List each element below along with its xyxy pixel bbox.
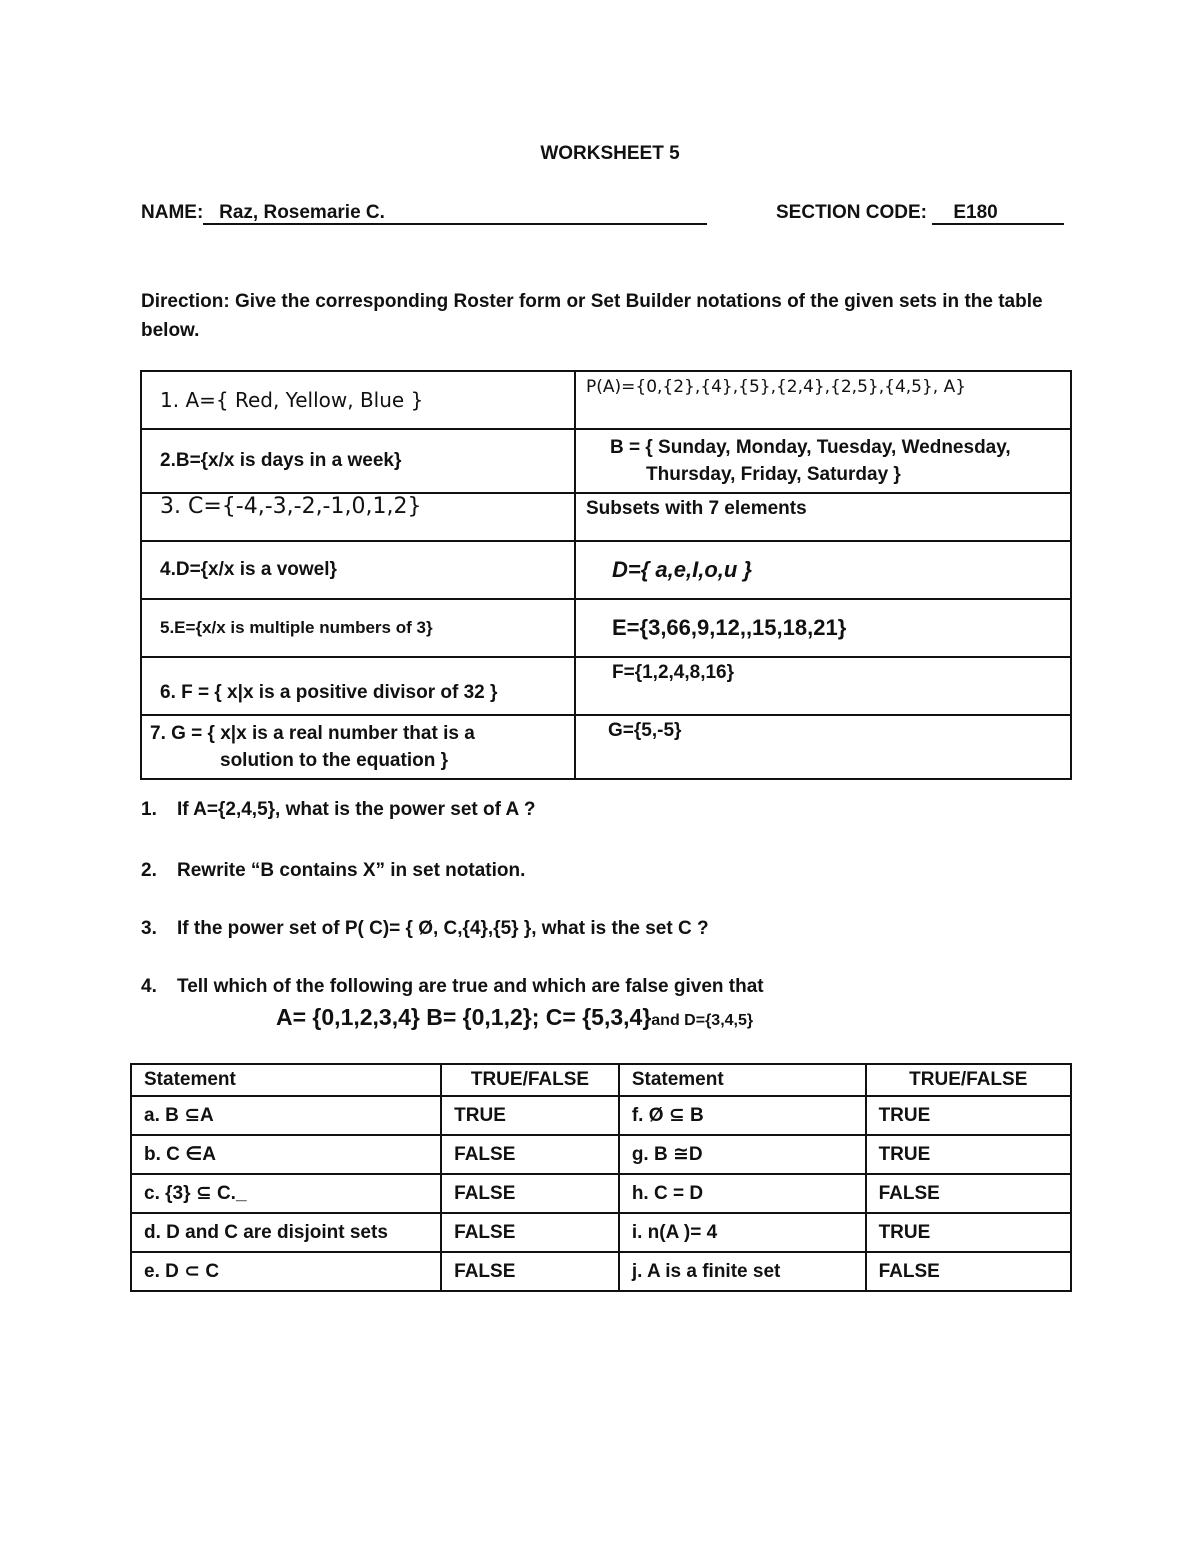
- answer-d: FALSE: [441, 1213, 619, 1252]
- table-row: [131, 1213, 1071, 1252]
- section-field: [932, 203, 1064, 225]
- table-row: [131, 1135, 1071, 1174]
- table-cell: 6. F = { x|x is a positive divisor of 32 }: [141, 657, 575, 715]
- table-cell: 4.D={x/x is a vowel}: [141, 541, 575, 599]
- answer-b: FALSE: [441, 1135, 619, 1174]
- page-title: WORKSHEET 5: [540, 143, 680, 164]
- table-cell: F={1,2,4,8,16}: [575, 657, 1071, 715]
- answer-c: FALSE: [441, 1174, 619, 1213]
- statement-f: f. Ø ⊆ B: [619, 1096, 866, 1135]
- table-cell: 5.E={x/x is multiple numbers of 3}: [141, 599, 575, 657]
- answer-f: TRUE: [866, 1096, 1071, 1135]
- table-cell: E={3,66,9,12,,15,18,21}: [575, 599, 1071, 657]
- table-row: [141, 715, 1071, 779]
- name-field: [203, 203, 707, 225]
- table-cell: 1. A={ Red, Yellow, Blue }: [141, 371, 575, 429]
- name-line: [141, 202, 707, 225]
- true-false-table: [130, 1063, 1072, 1292]
- answer-g: TRUE: [866, 1135, 1071, 1174]
- question-3: 3. If the power set of P( C)= { Ø, C,{4},{5} }, what is the set C ?: [141, 918, 709, 939]
- table-row: [141, 371, 1071, 429]
- statement-b: b. C ∈A: [131, 1135, 441, 1174]
- header-tf-1: TRUE/FALSE: [441, 1064, 619, 1096]
- header-statement-1: Statement: [131, 1064, 441, 1096]
- answer-h: FALSE: [866, 1174, 1071, 1213]
- table-cell: 7. G = { x|x is a real number that is a solution to the equation }: [141, 715, 575, 779]
- table-row: [141, 541, 1071, 599]
- answer-j: FALSE: [866, 1252, 1071, 1291]
- section-value: E180: [953, 202, 998, 223]
- statement-e: e. D ⊂ C: [131, 1252, 441, 1291]
- table-header-row: [131, 1064, 1071, 1096]
- question-1: 1. If A={2,4,5}, what is the power set of A ?: [141, 799, 536, 820]
- statement-j: j. A is a finite set: [619, 1252, 866, 1291]
- table-cell: P(A)={0,{2},{4},{5},{2,4},{2,5},{4,5}, A}: [575, 371, 1071, 429]
- table-row: [131, 1096, 1071, 1135]
- table-row: [131, 1174, 1071, 1213]
- given-sets-line: A= {0,1,2,3,4} B= {0,1,2}; C= {5,3,4}and D={3,4,5}: [276, 1004, 754, 1030]
- question-4: 4. Tell which of the following are true and which are false given that: [141, 976, 764, 997]
- direction-text: Direction: Give the corresponding Roster form or Set Builder notations of the given sets in the table below.: [141, 291, 1043, 341]
- statement-c: c. {3} ⊆ C._: [131, 1174, 441, 1213]
- table-cell: 3. C={-4,-3,-2,-1,0,1,2}: [141, 493, 575, 541]
- statement-g: g. B ≅D: [619, 1135, 866, 1174]
- answer-i: TRUE: [866, 1213, 1071, 1252]
- section-line: [776, 202, 1064, 225]
- header-tf-2: TRUE/FALSE: [866, 1064, 1071, 1096]
- table-cell: B = { Sunday, Monday, Tuesday, Wednesday, Thursday, Friday, Saturday }: [575, 429, 1071, 493]
- sets-table: [140, 370, 1072, 780]
- answer-e: FALSE: [441, 1252, 619, 1291]
- name-value: Raz, Rosemarie C.: [219, 202, 385, 223]
- table-cell: Subsets with 7 elements: [575, 493, 1071, 541]
- statement-h: h. C = D: [619, 1174, 866, 1213]
- table-cell: 2.B={x/x is days in a week}: [141, 429, 575, 493]
- table-cell: D={ a,e,I,o,u }: [575, 541, 1071, 599]
- table-row: [131, 1252, 1071, 1291]
- statement-d: d. D and C are disjoint sets: [131, 1213, 441, 1252]
- table-cell: G={5,-5}: [575, 715, 1071, 779]
- table-row: [141, 493, 1071, 541]
- header-statement-2: Statement: [619, 1064, 866, 1096]
- table-row: [141, 599, 1071, 657]
- table-row: [141, 657, 1071, 715]
- statement-i: i. n(A )= 4: [619, 1213, 866, 1252]
- statement-a: a. B ⊆A: [131, 1096, 441, 1135]
- name-label: NAME:: [141, 202, 204, 223]
- section-label: SECTION CODE:: [776, 202, 927, 223]
- question-2: 2. Rewrite “B contains X” in set notation.: [141, 860, 526, 881]
- answer-a: TRUE: [441, 1096, 619, 1135]
- table-row: [141, 429, 1071, 493]
